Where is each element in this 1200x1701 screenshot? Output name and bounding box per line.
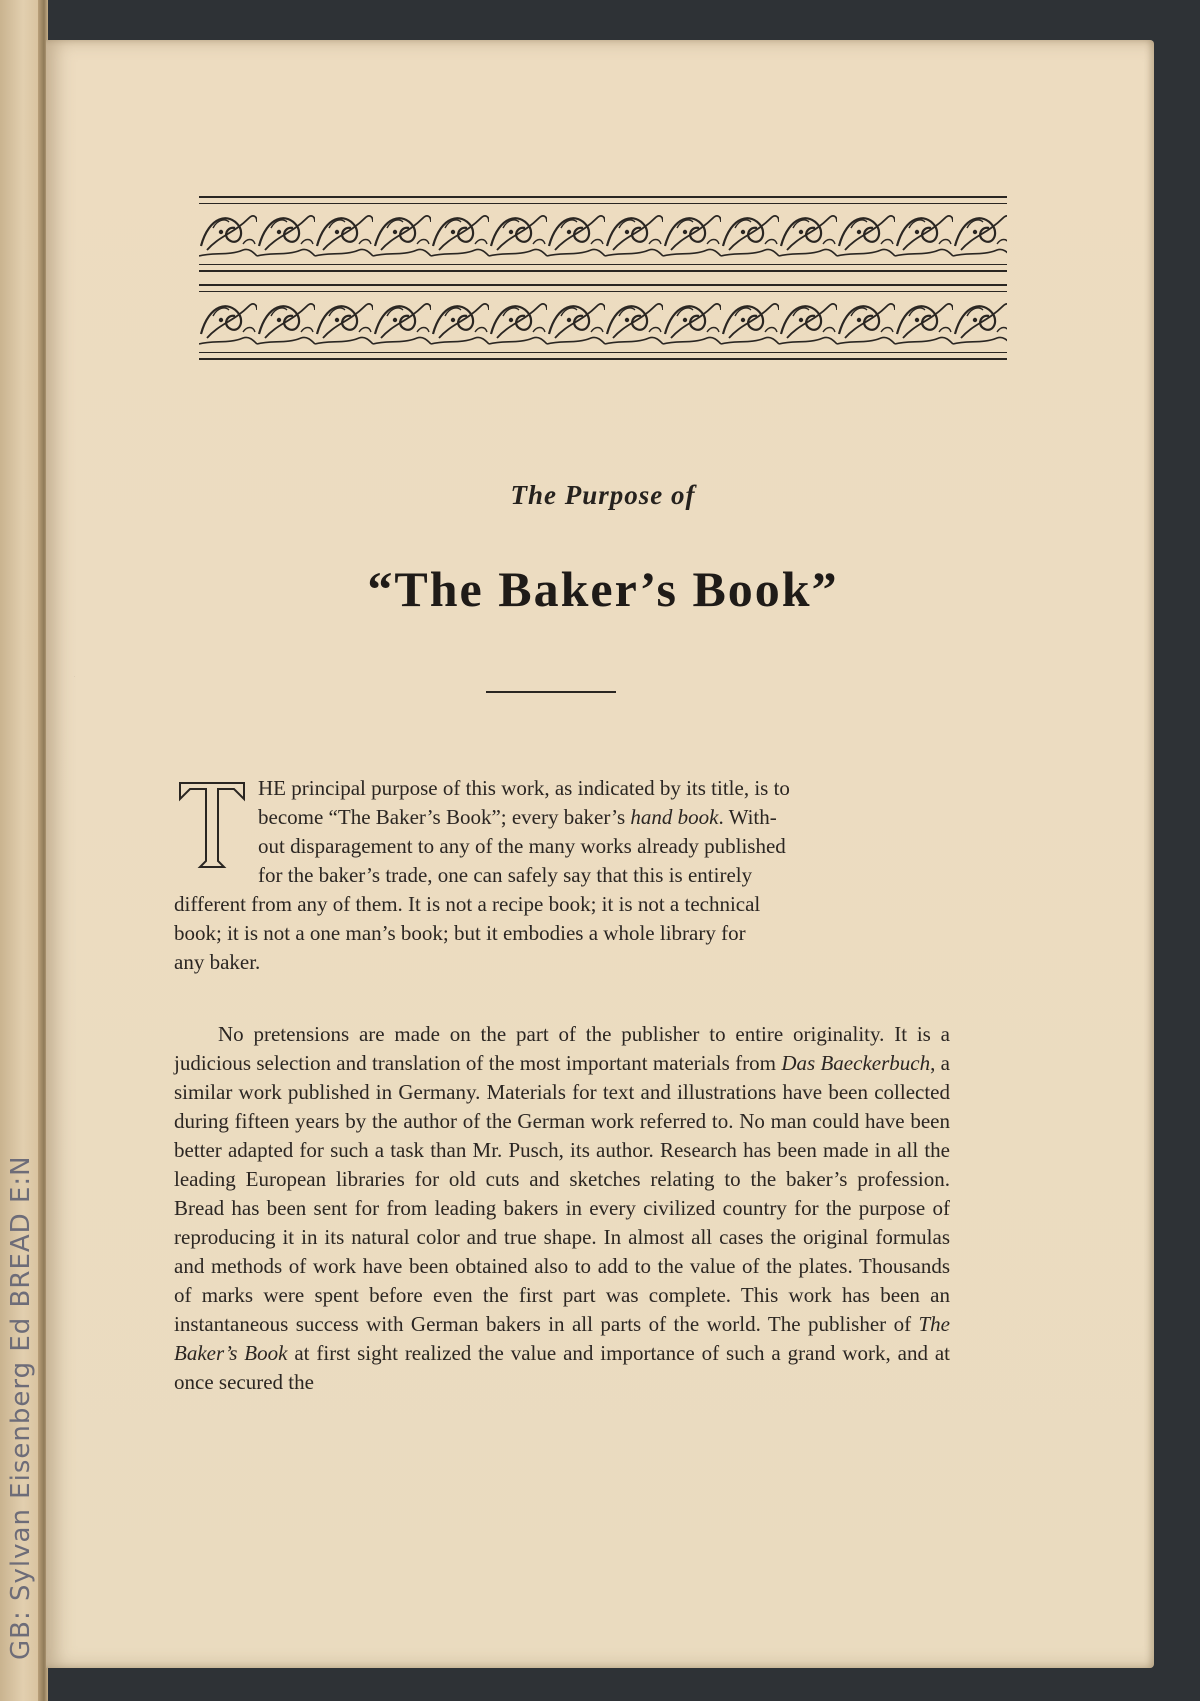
para1-line-3: out disparagement to any of the many works already published — [258, 834, 786, 858]
ornament-pattern — [199, 294, 1007, 350]
paragraph-2 — [174, 1020, 950, 1397]
title-line-small: The Purpose of — [510, 480, 696, 510]
ornament-pattern — [199, 206, 1007, 262]
para1-line-7: any baker. — [174, 950, 261, 974]
handwritten-note: GB: Sylvan Eisenberg Ed BREAD E:N — [6, 1155, 36, 1660]
para1-line-5: different from any of them. It is not a recipe book; it is not a technical — [174, 892, 761, 916]
title-divider — [486, 691, 616, 693]
das-baeckerbuch-italic: Das Baeckerbuch — [781, 1051, 931, 1075]
hand-book-italic: hand book — [630, 805, 719, 829]
ornamental-border-top — [199, 196, 1007, 272]
book-page — [46, 40, 1154, 1668]
para1-line-4: for the baker’s trade, one can safely say that this is entirely — [258, 863, 753, 887]
bakers-book-italic: The Baker’s Book — [174, 1312, 950, 1365]
paragraph-2-text: No pretensions are made on the part of the publisher to entire originality. It is a judicious selection and translation of the most important materials from Das Baeckerbuch, a similar work published in Germany. Materials for text and illustrations have been collected during fifteen years by the author of the German work referred to. No man could have been better adapted for such a task than Mr. Pusch, its author. Research has been made in all the leading European libraries for old cuts and sketches relating to the baker’s profession. Bread has been sent for from leading bakers in every civilized country for the purpose of reproducing it in its natural color and true shape. In almost all cases the original formulas and methods of work have been obtained also to add to the value of the plates. Thousands of marks were spent before even the first part was complete. This work has been an instantaneous success with German bakers in all parts of the world. The publisher of The Baker’s Book at first sight realized the value and importance of such a grand work, and at once secured the — [174, 1022, 950, 1394]
paragraph-1 — [174, 774, 950, 977]
para1-line-2: become “The Baker’s Book”; every baker’s hand book. With- — [258, 805, 777, 829]
para1-line-6: book; it is not a one man’s book; but it embodies a whole library for — [174, 921, 746, 945]
ornamental-border-bottom — [199, 284, 1007, 360]
para1-line-1: HE principal purpose of this work, as indicated by its title, is to — [258, 776, 790, 800]
drop-cap-letter: T — [74, 677, 75, 678]
title-line-large: “The Baker’s Book” — [367, 561, 839, 617]
